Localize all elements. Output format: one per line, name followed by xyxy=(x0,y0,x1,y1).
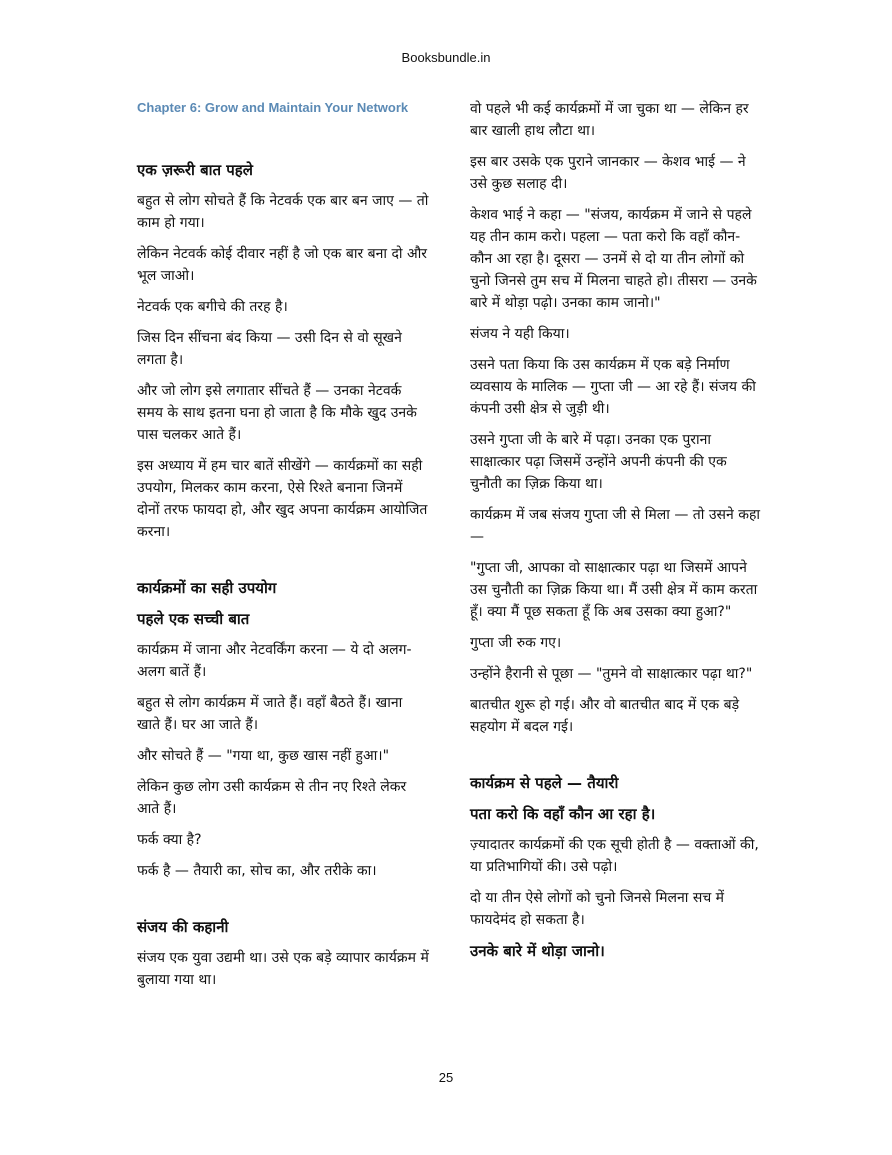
paragraph: "गुप्ता जी, आपका वो साक्षात्कार पढ़ा था जिसमें आपने उस चुनौती का ज़िक्र किया था। मैं उसी क्षेत्र में काम करता हूँ। क्या मैं पूछ सकता हूँ कि अब उसका क्या हुआ?" xyxy=(470,560,758,620)
paragraph: बातचीत शुरू हो गई। और वो बातचीत बाद में एक बड़े सहयोग में बदल गई। xyxy=(470,697,740,735)
paragraph: उसने गुप्ता जी के बारे में पढ़ा। उनका एक पुराना साक्षात्कार पढ़ा जिसमें उन्होंने अपनी कंपनी की एक चुनौती का ज़िक्र किया था। xyxy=(470,432,727,492)
section-heading-events: कार्यक्रमों का सही उपयोग xyxy=(137,579,277,597)
paragraph: उसने पता किया कि उस कार्यक्रम में एक बड़े निर्माण व्यवसाय के मालिक — गुप्ता जी — आ रहे हैं। संजय की कंपनी उसी क्षेत्र से जुड़ी थी। xyxy=(470,357,756,417)
right-column xyxy=(470,98,762,971)
paragraph: फर्क है — तैयारी का, सोच का, और तरीके का। xyxy=(137,863,377,879)
paragraph: फर्क क्या है? xyxy=(137,832,202,848)
chapter-title: Chapter 6: Grow and Maintain Your Network xyxy=(137,100,409,115)
subheading-know-them: उनके बारे में थोड़ा जानो। xyxy=(470,942,605,960)
section-heading-intro: एक ज़रूरी बात पहले xyxy=(137,161,253,179)
paragraph: ज़्यादातर कार्यक्रमों की एक सूची होती है — वक्ताओं की, या प्रतिभागियों की। उसे पढ़ो। xyxy=(470,837,759,875)
paragraph: जिस दिन सींचना बंद किया — उसी दिन से वो सूखने लगता है। xyxy=(137,330,402,368)
paragraph: बहुत से लोग सोचते हैं कि नेटवर्क एक बार बन जाए — तो काम हो गया। xyxy=(137,193,429,231)
left-column xyxy=(137,98,429,1000)
paragraph: उन्होंने हैरानी से पूछा — "तुमने वो साक्षात्कार पढ़ा था?" xyxy=(470,666,753,682)
paragraph: संजय एक युवा उद्यमी था। उसे एक बड़े व्यापार कार्यक्रम में बुलाया गया था। xyxy=(137,950,429,988)
subheading-truth: पहले एक सच्ची बात xyxy=(137,610,250,628)
paragraph: वो पहले भी कई कार्यक्रमों में जा चुका था — लेकिन हर बार खाली हाथ लौटा था। xyxy=(470,101,749,139)
paragraph: इस अध्याय में हम चार बातें सीखेंगे — कार्यक्रमों का सही उपयोग, मिलकर काम करना, ऐसे रिश्ते बनाना जिनमें दोनों तरफ फायदा हो, और खुद अपना कार्यक्रम आयोजित करना। xyxy=(137,458,428,540)
section-heading-sanjay: संजय की कहानी xyxy=(137,918,229,936)
paragraph: गुप्ता जी रुक गए। xyxy=(470,635,562,651)
paragraph: लेकिन नेटवर्क कोई दीवार नहीं है जो एक बार बना दो और भूल जाओ। xyxy=(137,246,428,284)
subheading-who-is-coming: पता करो कि वहाँ कौन आ रहा है। xyxy=(470,805,656,823)
paragraph: बहुत से लोग कार्यक्रम में जाते हैं। वहाँ बैठते हैं। खाना खाते हैं। घर आ जाते हैं। xyxy=(137,695,403,733)
paragraph: कार्यक्रम में जब संजय गुप्ता जी से मिला — तो उसने कहा — xyxy=(470,507,761,545)
page-header: Booksbundle.in xyxy=(401,50,491,65)
paragraph: और सोचते हैं — "गया था, कुछ खास नहीं हुआ।" xyxy=(137,748,390,764)
paragraph: केशव भाई ने कहा — "संजय, कार्यक्रम में जाने से पहले यह तीन काम करो। पहला — पता करो कि वहाँ कौन-कौन आ रहा है। दूसरा — उनमें से दो या तीन लोगों को चुनो जिनसे तुम सच में मिलना चाहते हो। तीसरा — उनके बारे में थोड़ा पढ़ो। उनका काम जानो।" xyxy=(470,207,757,311)
paragraph: कार्यक्रम में जाना और नेटवर्किंग करना — ये दो अलग-अलग बातें हैं। xyxy=(137,642,412,680)
section-heading-preparation: कार्यक्रम से पहले — तैयारी xyxy=(470,774,619,792)
paragraph: लेकिन कुछ लोग उसी कार्यक्रम से तीन नए रिश्ते लेकर आते हैं। xyxy=(137,779,407,817)
paragraph: दो या तीन ऐसे लोगों को चुनो जिनसे मिलना सच में फायदेमंद हो सकता है। xyxy=(470,890,725,928)
paragraph: और जो लोग इसे लगातार सींचते हैं — उनका नेटवर्क समय के साथ इतना घना हो जाता है कि मौके खुद उनके पास चलकर आते हैं। xyxy=(137,383,417,443)
paragraph: संजय ने यही किया। xyxy=(470,326,570,342)
paragraph: इस बार उसके एक पुराने जानकार — केशव भाई — ने उसे कुछ सलाह दी। xyxy=(470,154,746,192)
page-number: 25 xyxy=(438,1070,454,1085)
paragraph: नेटवर्क एक बगीचे की तरह है। xyxy=(137,299,288,315)
